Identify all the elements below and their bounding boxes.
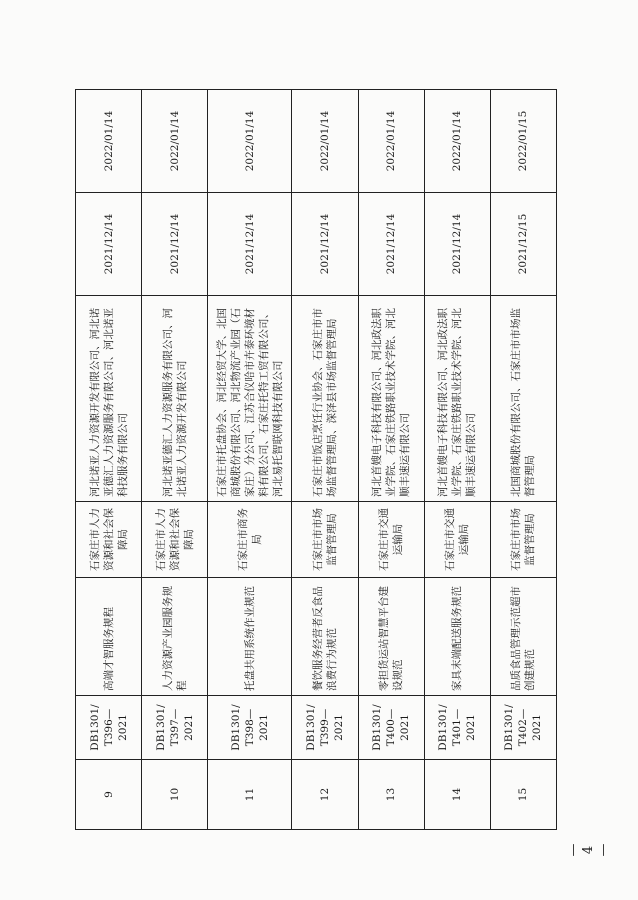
cell-standard-code: DB1301/ T402—2021 — [490, 696, 556, 760]
cell-drafting-units: 河北首嫂电子科技有限公司、河北政法职业学院、石家庄铁路职业技术学院、河北顺丰速运有限公司 — [358, 296, 424, 502]
cell-drafting-units: 河北诺亚德汇人力资源服务有限公司、河北诺亚人力资源开发有限公司 — [142, 296, 208, 502]
cell-impl-date: 2022/01/14 — [76, 90, 142, 193]
cell-drafting-units: 石家庄市托盘协会、河北经贸大学、北国商城股份有限公司、河北物流产业园（石家庄）分公司、江苏合仪哈市卉泰环境材料有限公司、石家庄托特工贸有限公司、河北易托智联网科技有限公司 — [208, 296, 292, 502]
cell-pub-date: 2021/12/14 — [142, 193, 208, 296]
cell-impl-date: 2022/01/14 — [142, 90, 208, 193]
cell-drafting-units: 石家庄市饭店烹饪行业协会、石家庄市市场监督管理局、深泽县市场监督管理局 — [292, 296, 358, 502]
table-row — [490, 90, 556, 830]
cell-standard-code: DB1301/ T400—2021 — [358, 696, 424, 760]
table-body — [76, 90, 557, 830]
cell-standard-name: 零担货运站智慧平台建设规范 — [358, 578, 424, 696]
cell-row-number: 11 — [208, 760, 292, 830]
cell-row-number: 14 — [424, 760, 490, 830]
cell-row-number: 12 — [292, 760, 358, 830]
cell-department: 石家庄市人力资源和社会保障局 — [142, 502, 208, 578]
cell-impl-date: 2022/01/14 — [208, 90, 292, 193]
standards-table — [75, 89, 557, 830]
rotated-table-wrapper — [75, 90, 557, 830]
cell-standard-name: 餐饮服务经营者反食品浪费行为规范 — [292, 578, 358, 696]
cell-impl-date: 2022/01/14 — [292, 90, 358, 193]
cell-standard-name: 家具末端配送服务规范 — [424, 578, 490, 696]
cell-pub-date: 2021/12/15 — [490, 193, 556, 296]
page-number: — 4 — — [566, 843, 611, 857]
cell-department: 石家庄市市场监督管理局 — [292, 502, 358, 578]
cell-standard-code: DB1301/ T396—2021 — [76, 696, 142, 760]
cell-impl-date: 2022/01/15 — [490, 90, 556, 193]
cell-standard-code: DB1301/ T401—2021 — [424, 696, 490, 760]
cell-row-number: 10 — [142, 760, 208, 830]
table-row — [292, 90, 358, 830]
cell-pub-date: 2021/12/14 — [208, 193, 292, 296]
cell-standard-name: 品质食品管理示范超市创建规范 — [490, 578, 556, 696]
cell-impl-date: 2022/01/14 — [424, 90, 490, 193]
cell-standard-code: DB1301/ T397—2021 — [142, 696, 208, 760]
cell-department: 石家庄市交通运输局 — [358, 502, 424, 578]
cell-drafting-units: 河北首嫂电子科技有限公司、河北政法职业学院、石家庄铁路职业技术学院、河北顺丰速运有限公司 — [424, 296, 490, 502]
cell-department: 石家庄市交通运输局 — [424, 502, 490, 578]
cell-pub-date: 2021/12/14 — [292, 193, 358, 296]
cell-department: 石家庄市人力资源和社会保障局 — [76, 502, 142, 578]
table-row — [208, 90, 292, 830]
cell-row-number: 15 — [490, 760, 556, 830]
cell-drafting-units: 北国商城股份有限公司、石家庄市市场监督管理局 — [490, 296, 556, 502]
cell-pub-date: 2021/12/14 — [358, 193, 424, 296]
table-row — [142, 90, 208, 830]
cell-row-number: 9 — [76, 760, 142, 830]
cell-row-number: 13 — [358, 760, 424, 830]
cell-department: 石家庄市市场监督管理局 — [490, 502, 556, 578]
cell-standard-name: 高端才智服务规程 — [76, 578, 142, 696]
cell-standard-name: 托盘共用系统作业规范 — [208, 578, 292, 696]
table-row — [76, 90, 142, 830]
cell-pub-date: 2021/12/14 — [424, 193, 490, 296]
cell-standard-code: DB1301/ T399—2021 — [292, 696, 358, 760]
table-row — [358, 90, 424, 830]
table-row — [424, 90, 490, 830]
cell-impl-date: 2022/01/14 — [358, 90, 424, 193]
cell-standard-name: 人力资源产业园服务规程 — [142, 578, 208, 696]
cell-standard-code: DB1301/ T398—2021 — [208, 696, 292, 760]
cell-department: 石家庄市商务局 — [208, 502, 292, 578]
cell-drafting-units: 河北诺亚人力资源开发有限公司、河北诺亚德汇人力资源服务有限公司、河北诺亚科技服务有限公司 — [76, 296, 142, 502]
cell-pub-date: 2021/12/14 — [76, 193, 142, 296]
